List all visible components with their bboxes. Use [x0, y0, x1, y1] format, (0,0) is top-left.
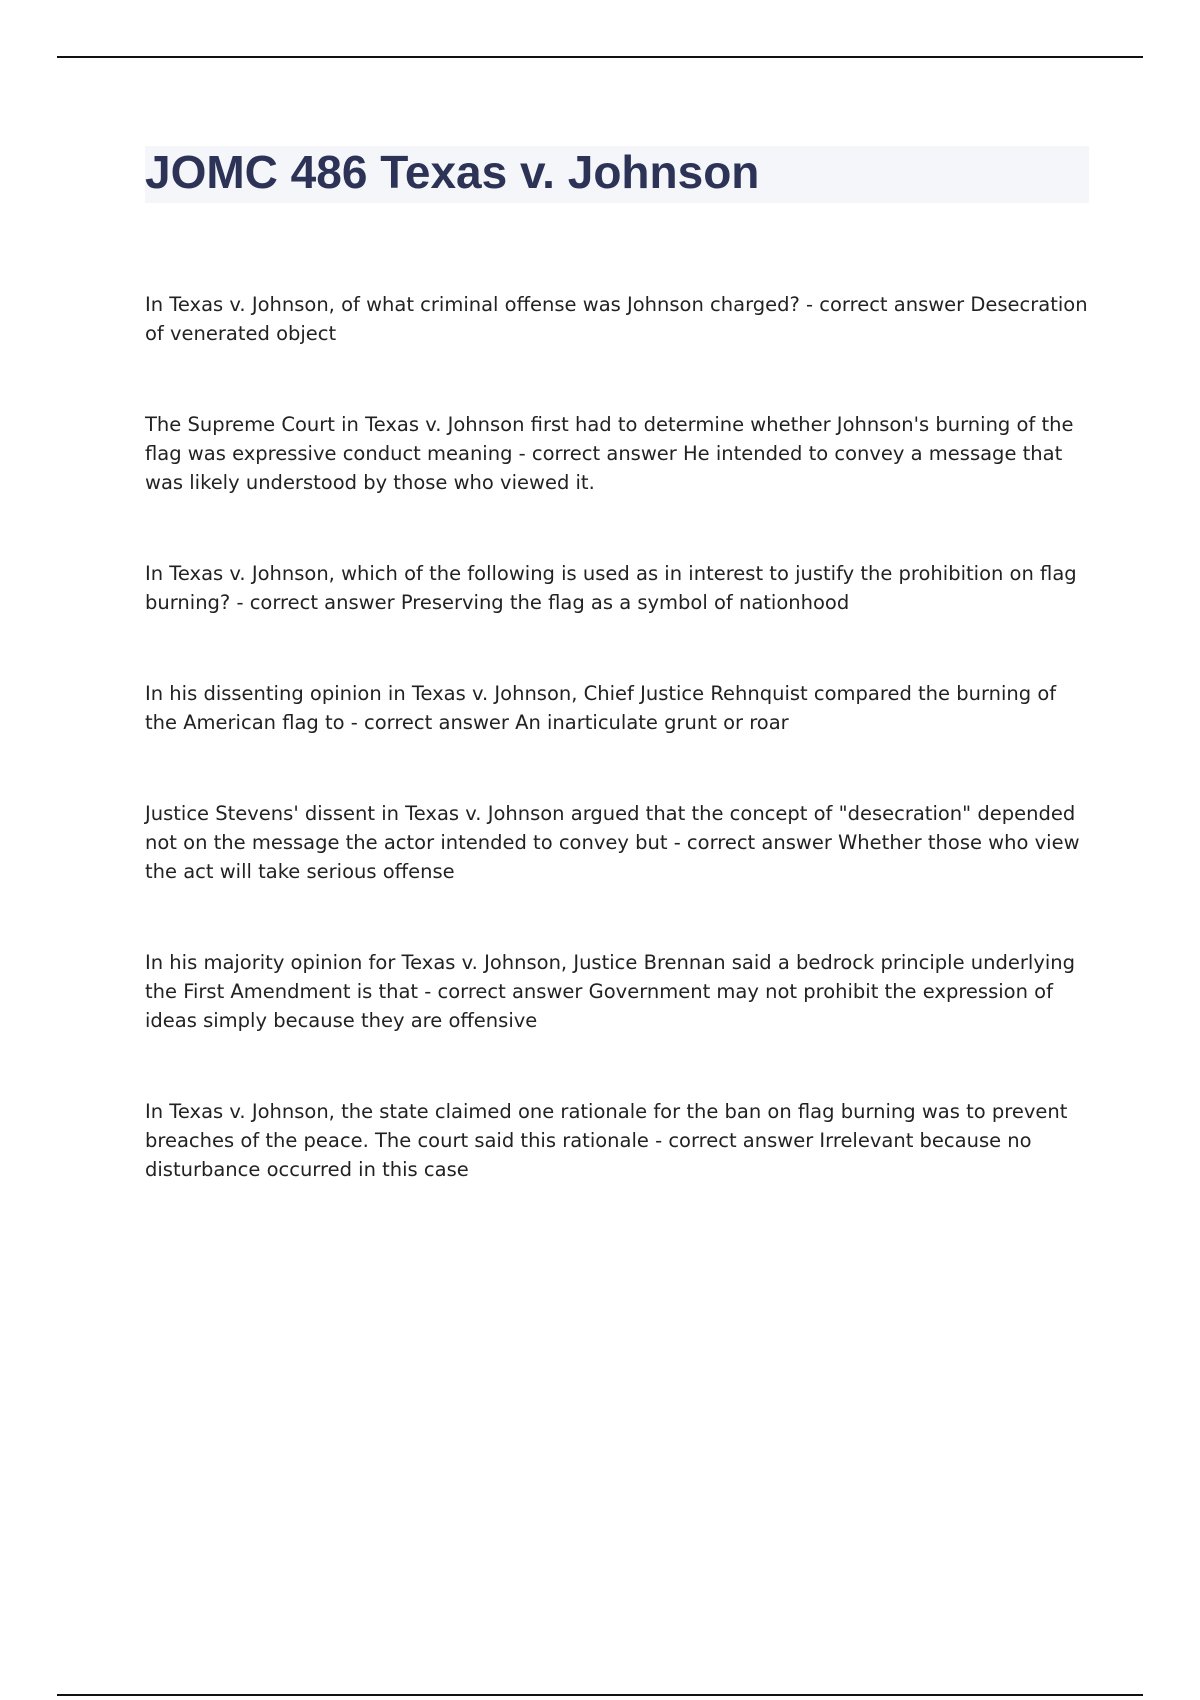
- qa-list: [145, 290, 1089, 1246]
- qa-item: In his majority opinion for Texas v. Johnson, Justice Brennan said a bedrock principle underlying the First Amendment is that - correct answer Government may not prohibit the expression of ideas simply because they are offensive: [145, 951, 1076, 1032]
- qa-item: In Texas v. Johnson, which of the following is used as in interest to justify the prohibition on flag burning? - correct answer Preserving the flag as a symbol of nationhood: [145, 562, 1077, 614]
- top-divider: [57, 56, 1143, 58]
- page-title: JOMC 486 Texas v. Johnson: [145, 146, 760, 198]
- qa-item: The Supreme Court in Texas v. Johnson first had to determine whether Johnson's burning of the flag was expressive conduct meaning - correct answer He intended to convey a message that was likely understood by those who viewed it.: [145, 413, 1074, 494]
- qa-item: In Texas v. Johnson, of what criminal offense was Johnson charged? - correct answer Desecration of venerated object: [145, 293, 1088, 345]
- qa-item: In his dissenting opinion in Texas v. Johnson, Chief Justice Rehnquist compared the burning of the American flag to - correct answer An inarticulate grunt or roar: [145, 682, 1057, 734]
- qa-item: In Texas v. Johnson, the state claimed one rationale for the ban on flag burning was to prevent breaches of the peace. The court said this rationale - correct answer Irrelevant because no disturbance occurred in this case: [145, 1100, 1068, 1181]
- bottom-divider: [57, 1694, 1143, 1696]
- qa-item: Justice Stevens' dissent in Texas v. Johnson argued that the concept of "desecration" depended not on the message the actor intended to convey but - correct answer Whether those who view the act will take serious offense: [145, 802, 1080, 883]
